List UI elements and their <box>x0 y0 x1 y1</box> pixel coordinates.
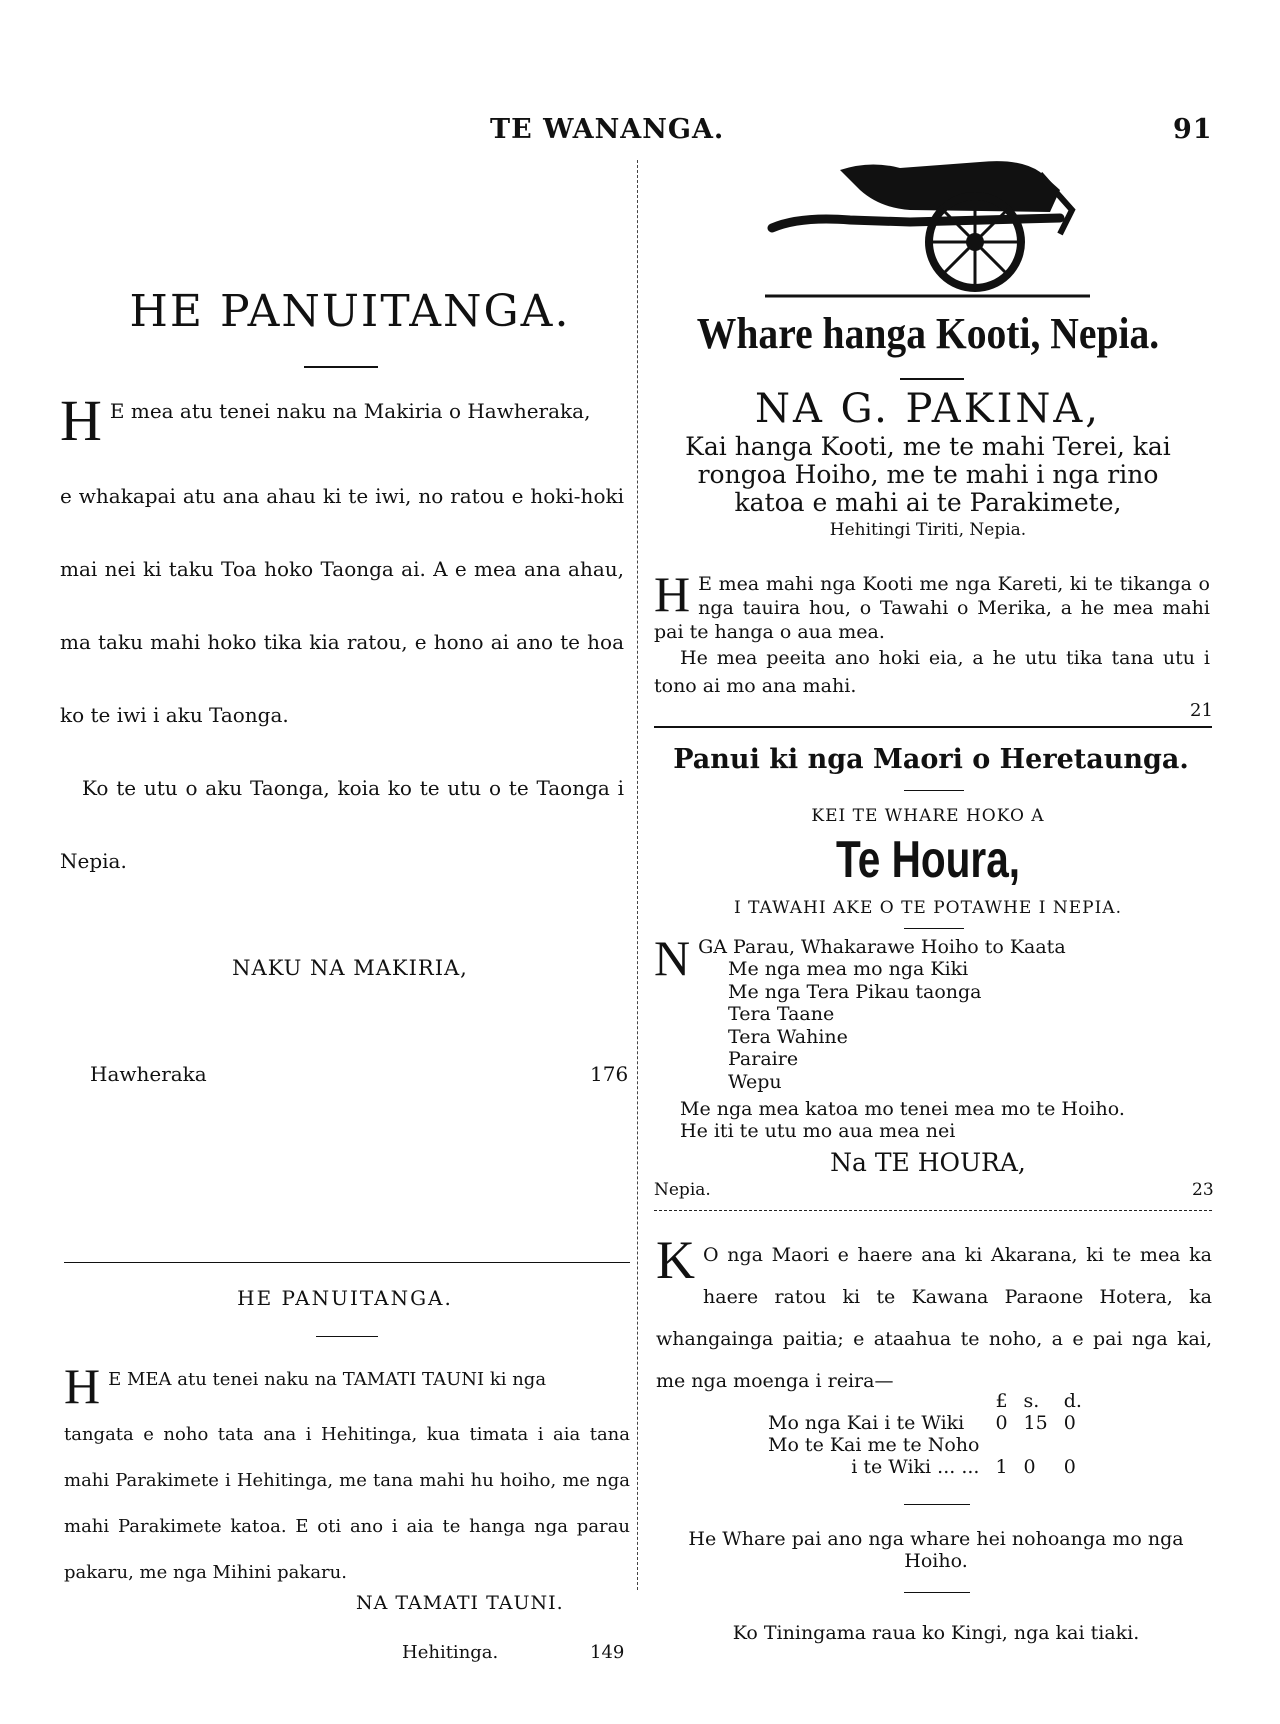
ad2-dropcap: N <box>654 936 691 978</box>
ad2-item: Tera Taane <box>728 1003 835 1025</box>
ad2-number: 23 <box>1192 1180 1214 1200</box>
ad3-stable-line: He Whare pai ano nga whare hei nohoanga mo nga Hoiho. <box>688 1528 1184 1572</box>
ad3-body <box>656 1230 1212 1402</box>
notice1-number: 176 <box>590 1062 629 1086</box>
price-shillings <box>1016 1434 1056 1456</box>
ad2-sub2: I TAWAHI AKE O TE POTAWHE I NEPIA. <box>734 898 1122 918</box>
price-pounds: 1 <box>995 1456 1008 1478</box>
ad2-line-b: He iti te utu mo aua mea nei <box>680 1120 956 1142</box>
notice1-dropcap: H <box>60 396 102 444</box>
ad2-bottom-rule <box>654 1210 1212 1211</box>
ad2-place: Nepia. <box>654 1180 711 1200</box>
ad2-item: Paraire <box>728 1048 799 1070</box>
price-row <box>760 1434 1090 1456</box>
currency-pounds: £ <box>995 1390 1008 1412</box>
ad3-footer: Ko Tiningama raua ko Kingi, nga kai tiaki. <box>732 1622 1140 1644</box>
ad1-body2: He mea peeita ano hoki eia, a he utu tika tana utu i tono ai mo ana mahi. <box>654 647 1210 697</box>
ad1-title: Whare hanga Kooti, Nepia. <box>696 309 1160 358</box>
ad2-shop: Te Houra, <box>835 831 1021 889</box>
price-header-row <box>760 1390 1090 1412</box>
price-pence: 0 <box>1063 1456 1076 1478</box>
ad1-address: Hehitingi Tiriti, Nepia. <box>829 520 1027 540</box>
ad3-rule2 <box>904 1592 970 1593</box>
price-label: Mo nga Kai i te Wiki <box>768 1412 965 1434</box>
price-table <box>760 1390 1090 1478</box>
left-section-rule <box>64 1262 630 1263</box>
price-label: Mo te Kai me te Noho <box>768 1434 980 1456</box>
notice2-signature: NA TAMATI TAUNI. <box>356 1592 564 1614</box>
cart-hub <box>966 233 984 251</box>
price-label: i te Wiki ... ... <box>851 1456 980 1478</box>
ad2-items <box>728 958 982 1093</box>
ad2-title-rule <box>904 790 964 791</box>
currency-pence: d. <box>1063 1390 1082 1412</box>
ad1-bottom-rule <box>654 726 1212 728</box>
ad2-signature: Na TE HOURA, <box>830 1148 1026 1177</box>
currency-shillings: s. <box>1023 1390 1040 1412</box>
ad1-number: 21 <box>1190 700 1213 721</box>
ad1-dropcap: H <box>654 572 691 622</box>
notice1-text: e whakapai atu ana ahau ki te iwi, no ratou e hoki-hoki mai nei ki taku Toa hoko Taonga ai. A e mea ana ahau, ma taku mahi hoko tika kia ratou, e hono ai ano te hoa ko te iwi i aku Taonga. <box>60 484 624 727</box>
notice1-heading: HE PANUITANGA. <box>129 286 571 337</box>
price-pounds <box>987 1434 1015 1456</box>
ad1-body1: E mea mahi nga Kooti me nga Kareti, ki te tikanga o nga tauira hou, o Tawahi o Merika, a he mea mahi pai te hanga o aua mea. <box>654 573 1210 643</box>
price-row <box>760 1456 1090 1478</box>
ad1-title-rule <box>900 378 964 380</box>
notice1-first-line: E mea atu tenei naku na Makiria o Hawheraka, <box>109 399 591 423</box>
ad2-item: Me nga mea mo nga Kiki <box>728 958 969 980</box>
ad1-line1: Kai hanga Kooti, me te mahi Terei, kai <box>685 432 1171 461</box>
price-row <box>760 1412 1090 1434</box>
notice2-number: 149 <box>590 1642 625 1663</box>
ad1-line2: rongoa Hoiho, me te mahi i nga rino <box>697 460 1159 489</box>
ad1-line3: katoa e mahi ai te Parakimete, <box>734 488 1122 517</box>
price-pounds: 0 <box>995 1412 1008 1434</box>
ad2-line-a: Me nga mea katoa mo tenei mea mo te Hoiho. <box>680 1098 1125 1120</box>
notice1-para2: Ko te utu o aku Taonga, koia ko te utu o te Taonga i Nepia. <box>60 776 624 873</box>
ad1-body <box>654 572 1210 700</box>
notice1-place: Hawheraka <box>90 1062 207 1086</box>
page-number: 91 <box>1173 114 1213 145</box>
notice1-body <box>60 396 624 898</box>
price-pence: 0 <box>1063 1412 1076 1434</box>
ad3-dropcap: K <box>656 1230 695 1290</box>
notice2-first-line: E MEA atu tenei naku na TAMATI TAUNI ki nga <box>108 1369 547 1390</box>
column-divider <box>637 160 638 1590</box>
price-shillings: 15 <box>1023 1412 1048 1434</box>
ad2-sub-rule <box>904 928 964 929</box>
notice2-heading-rule <box>316 1336 378 1337</box>
notice2-heading: HE PANUITANGA. <box>237 1286 453 1310</box>
ad1-name: NA G. PAKINA, <box>755 386 1101 432</box>
notice2-text: tangata e noho tata ana i Hehitinga, kua timata i aia tana mahi Parakimete i Hehitinga, me tana mahi hu hoiho, me nga mahi Parakimete katoa. E oti ano i aia te hanga nga parau pakaru, me nga Mihini pakaru. <box>64 1424 630 1583</box>
ad2-item: Tera Wahine <box>728 1025 848 1048</box>
ad2-title: Panui ki nga Maori o Heretaunga. <box>673 744 1189 775</box>
notice1-heading-rule <box>304 366 378 368</box>
notice2-body <box>64 1364 630 1596</box>
ad2-sub1: KEI TE WHARE HOKO A <box>811 806 1045 826</box>
ad2-item: Wepu <box>728 1070 782 1093</box>
running-title: TE WANANGA. <box>490 114 725 145</box>
cart-illustration <box>760 150 1100 300</box>
ad2-first-line: GA Parau, Whakarawe Hoiho to Kaata <box>698 936 1066 958</box>
notice2-place: Hehitinga. <box>402 1642 499 1663</box>
ad2-item: Me nga Tera Pikau taonga <box>728 980 982 1003</box>
price-shillings: 0 <box>1023 1456 1036 1478</box>
notice1-signature: NAKU NA MAKIRIA, <box>232 956 468 980</box>
notice2-dropcap: H <box>64 1364 101 1406</box>
ad3-text: O nga Maori e haere ana ki Akarana, ki te mea ka haere ratou ki te Kawana Paraone Hotera, ka whangainga paitia; e ataahua te noho, a e pai nga kai, me nga moenga i reira— <box>656 1244 1212 1392</box>
price-pence <box>1056 1434 1090 1456</box>
ad3-rule1 <box>904 1504 970 1505</box>
